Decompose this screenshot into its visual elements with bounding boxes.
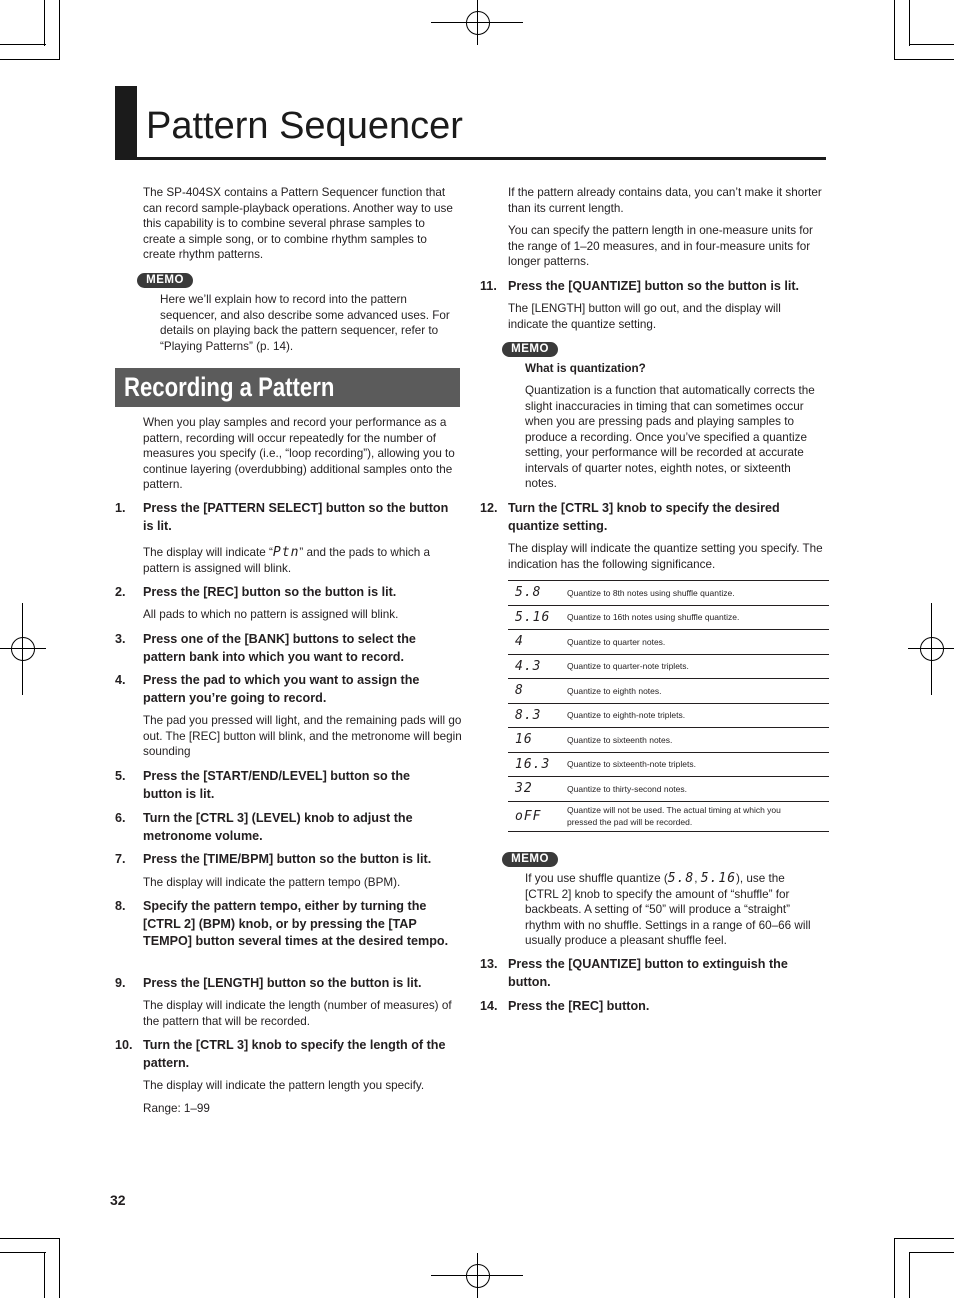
memo-text: Quantization is a function that automatically corrects the slight inaccuracies in timing that can sometimes occur when you are pressing pads and playing samples to produce a recording. Once you’ve specified a quantize setting, your performance will be recorded at accurate intervals of quarter notes, eighth notes, or sixteenth notes. xyxy=(525,384,815,490)
crop-mark xyxy=(909,0,910,46)
step-heading: Turn the [CTRL 3] knob to specify the desired quantize setting. xyxy=(508,501,780,533)
crop-mark xyxy=(59,0,60,60)
step-body: The pad you pressed will light, and the remaining pads will go out. The [REC] button will blink, and the metronome will begin sounding xyxy=(143,714,462,758)
registration-circle xyxy=(466,1264,490,1288)
quantize-symbol: 5.8 xyxy=(508,581,567,606)
step-body xyxy=(143,545,453,576)
step-number: 10. xyxy=(115,1038,133,1052)
crop-mark xyxy=(44,1252,45,1298)
step-number: 13. xyxy=(480,957,498,971)
step-heading: Press the [QUANTIZE] button to extinguish the button. xyxy=(508,957,788,989)
registration-circle xyxy=(11,637,35,661)
step-heading: Press one of the [BANK] buttons to select the pattern bank into which you want to record. xyxy=(143,632,416,664)
length-note-1: If the pattern already contains data, you can’t make it shorter than its current length. xyxy=(508,186,822,215)
quantize-symbol: 32 xyxy=(508,777,567,802)
crop-mark xyxy=(0,59,60,60)
quantize-symbol: 8 xyxy=(508,679,567,704)
quantize-description: Quantize to 16th notes using shuffle quantize. xyxy=(567,605,829,630)
step-number: 8. xyxy=(115,899,126,913)
intro-paragraph: The SP-404SX contains a Pattern Sequencer function that can record sample-playback operations. Another way to use this capability is to combine several phrase samples to create a simple song, or to combine rhythm samples to create rhythm patterns. xyxy=(143,186,453,261)
crop-mark xyxy=(894,59,954,60)
quantize-symbol: oFF xyxy=(508,801,567,831)
step-number: 1. xyxy=(115,501,126,515)
section-intro: When you play samples and record your performance as a pattern, recording will occur repeatedly for the number of measures you specify (i.e., “loop recording”), allowing you to continue layering (overdubbing) additional samples onto the pattern. xyxy=(143,416,455,491)
title-accent-bar xyxy=(115,86,137,160)
step-number: 7. xyxy=(115,852,126,866)
lcd-display-text: 5.16 xyxy=(700,871,737,886)
table-row xyxy=(508,801,829,831)
crop-mark xyxy=(909,1252,910,1298)
step-number: 2. xyxy=(115,585,126,599)
crop-mark xyxy=(894,0,895,60)
quantize-description: Quantize to quarter notes. xyxy=(567,630,829,655)
lcd-display-text: Ptn xyxy=(272,545,300,560)
step-body: The display will indicate the quantize setting you specify. The indication has the following significance. xyxy=(508,542,823,571)
step-number: 4. xyxy=(115,673,126,687)
table-row xyxy=(508,654,829,679)
step-body-text: ” and the pads to which a pattern is assigned will blink. xyxy=(143,546,431,575)
memo-text-part: , xyxy=(694,872,701,885)
quantize-symbol: 8.3 xyxy=(508,703,567,728)
step-heading: Press the [REC] button so the button is lit. xyxy=(143,585,397,599)
length-note-2: You can specify the pattern length in one-measure units for the range of 1–20 measures, and in four-measure units for longer patterns. xyxy=(508,224,813,268)
step-heading: Press the [LENGTH] button so the button is lit. xyxy=(143,976,422,990)
step-number: 3. xyxy=(115,632,126,646)
step-range: Range: 1–99 xyxy=(143,1102,210,1115)
page-number: 32 xyxy=(110,1192,126,1208)
quantize-symbol: 4 xyxy=(508,630,567,655)
crop-mark xyxy=(59,1238,60,1298)
step-body: The display will indicate the length (number of measures) of the pattern that will be recorded. xyxy=(143,999,452,1028)
step-number: 6. xyxy=(115,811,126,825)
crop-mark xyxy=(0,44,46,45)
quantize-description: Quantize will not be used. The actual timing at which you pressed the pad will be recorded. xyxy=(567,801,829,831)
section-title: Recording a Pattern xyxy=(124,372,335,402)
quantize-description: Quantize to sixteenth notes. xyxy=(567,728,829,753)
crop-mark xyxy=(0,1252,46,1253)
memo-text xyxy=(525,871,817,949)
memo-badge: MEMO xyxy=(502,342,558,357)
step-heading: Press the [REC] button. xyxy=(508,999,650,1013)
table-row xyxy=(508,581,829,606)
table-row xyxy=(508,728,829,753)
memo-heading: What is quantization? xyxy=(525,362,646,375)
page-title: Pattern Sequencer xyxy=(146,105,463,147)
crop-mark xyxy=(909,1252,954,1253)
crop-mark xyxy=(909,44,954,45)
step-body: The [LENGTH] button will go out, and the display will indicate the quantize setting. xyxy=(508,302,781,331)
table-row xyxy=(508,605,829,630)
step-number: 11. xyxy=(480,279,497,293)
step-number: 14. xyxy=(480,999,498,1013)
step-heading: Press the [START/END/LEVEL] button so the button is lit. xyxy=(143,769,411,801)
memo-badge: MEMO xyxy=(137,273,193,288)
step-heading: Specify the pattern tempo, either by turning the [CTRL 2] (BPM) knob, or by pressing the [TAP TEMPO] button several times at the desired tempo. xyxy=(143,899,449,948)
step-body: All pads to which no pattern is assigned will blink. xyxy=(143,608,399,621)
step-number: 9. xyxy=(115,976,126,990)
step-number: 12. xyxy=(480,501,498,515)
quantize-description: Quantize to sixteenth-note triplets. xyxy=(567,752,829,777)
quantize-description: Quantize to quarter-note triplets. xyxy=(567,654,829,679)
memo-text-part: If you use shuffle quantize ( xyxy=(525,872,668,885)
crop-mark xyxy=(894,1238,954,1239)
step-body-text: The display will indicate “ xyxy=(143,546,273,559)
quantize-symbol: 16.3 xyxy=(508,752,567,777)
title-underline xyxy=(115,157,826,160)
step-body: The display will indicate the pattern length you specify. xyxy=(143,1079,425,1092)
table-row xyxy=(508,630,829,655)
quantize-symbol: 16 xyxy=(508,728,567,753)
quantize-table xyxy=(508,580,829,832)
table-row xyxy=(508,752,829,777)
step-heading: Press the pad to which you want to assign the pattern you’re going to record. xyxy=(143,673,420,705)
lcd-display-text: 5.8 xyxy=(667,871,695,886)
step-heading: Turn the [CTRL 3] knob to specify the length of the pattern. xyxy=(143,1038,446,1070)
step-number: 5. xyxy=(115,769,126,783)
step-heading: Press the [QUANTIZE] button so the button is lit. xyxy=(508,279,800,293)
table-row xyxy=(508,703,829,728)
crop-mark xyxy=(894,1238,895,1298)
step-heading: Turn the [CTRL 3] (LEVEL) knob to adjust the metronome volume. xyxy=(143,811,413,843)
registration-circle xyxy=(466,11,490,35)
registration-circle xyxy=(920,637,944,661)
step-body: The display will indicate the pattern tempo (BPM). xyxy=(143,876,401,889)
memo-text: Here we’ll explain how to record into the pattern sequencer, and also describe some advanced uses. For details on playing back the pattern sequencer, refer to “Playing Patterns” (p. 14). xyxy=(160,293,450,353)
quantize-description: Quantize to eighth notes. xyxy=(567,679,829,704)
step-heading: Press the [TIME/BPM] button so the button is lit. xyxy=(143,852,432,866)
quantize-description: Quantize to 8th notes using shuffle quantize. xyxy=(567,581,829,606)
table-row xyxy=(508,679,829,704)
step-heading: Press the [PATTERN SELECT] button so the button is lit. xyxy=(143,501,449,533)
crop-mark xyxy=(44,0,45,46)
quantize-description: Quantize to eighth-note triplets. xyxy=(567,703,829,728)
quantize-symbol: 5.16 xyxy=(508,605,567,630)
table-row xyxy=(508,777,829,802)
crop-mark xyxy=(0,1238,60,1239)
quantize-description: Quantize to thirty-second notes. xyxy=(567,777,829,802)
quantize-symbol: 4.3 xyxy=(508,654,567,679)
memo-text-part: ), use the [CTRL 2] knob to specify the amount of “shuffle” for backbeats. A setting of “50” will produce a “straight” rhythm with no shuffle. Settings in a range of 60–66 will usually produce a pleasant shuffle feel. xyxy=(525,872,811,947)
memo-badge: MEMO xyxy=(502,852,558,867)
